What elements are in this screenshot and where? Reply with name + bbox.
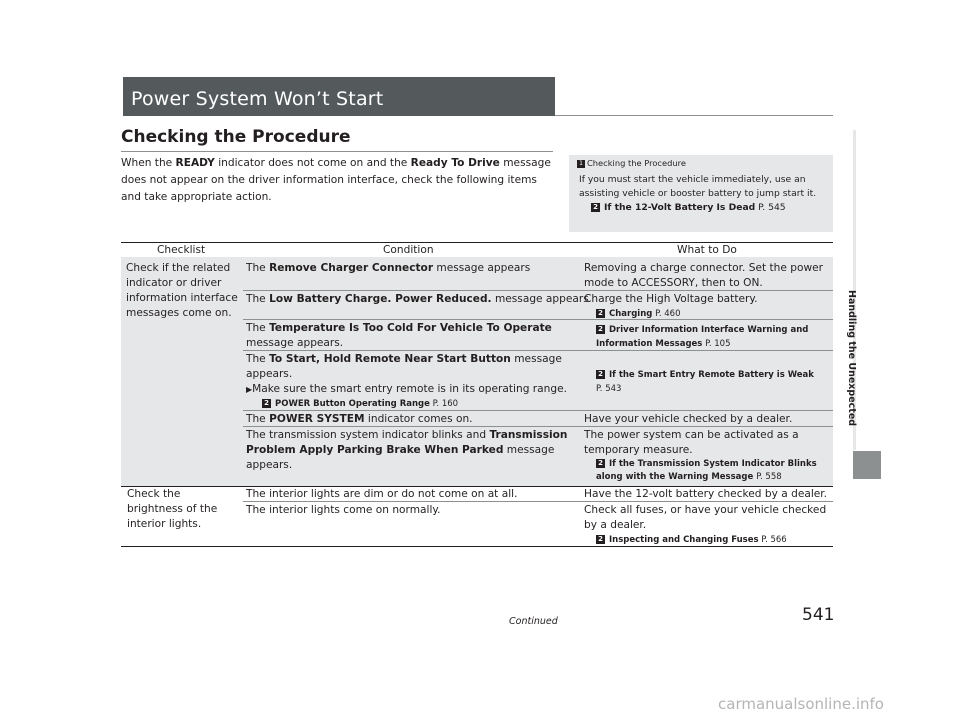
- col-header-checklist: Checklist: [157, 244, 206, 256]
- checklist-item-interior-lights: Check the brightness of the interior lights.: [127, 488, 218, 530]
- table-header-rule: [121, 242, 833, 243]
- note-reference-link[interactable]: If the 12-Volt Battery Is Dead: [604, 202, 756, 213]
- reference-arrow-icon: 2: [596, 459, 605, 468]
- action-cell: Check all fuses, or have your vehicle checked by a dealer. 2 Inspecting and Changing Fuses P. 566: [584, 504, 827, 545]
- reference-link[interactable]: Driver Information Interface Warning and Information Messages: [596, 325, 809, 349]
- page-heading: Checking the Procedure: [121, 127, 351, 147]
- action-cell: The power system can be activated as a temporary measure. 2 If the Transmission System Indicator Blinks along with the Warning Message P. 558: [584, 429, 817, 482]
- col-header-condition: Condition: [383, 244, 434, 256]
- continued-label: Continued: [509, 616, 558, 627]
- heading-rule: [121, 151, 553, 152]
- action-cell: Charge the High Voltage battery. 2 Charging P. 460: [584, 293, 758, 319]
- col-header-what-to-do: What to Do: [677, 244, 737, 256]
- reference-arrow-icon: 2: [596, 370, 605, 379]
- row-divider: [243, 350, 833, 351]
- reference-link[interactable]: Charging: [609, 309, 653, 319]
- condition-cell: The interior lights come on normally.: [246, 504, 441, 516]
- action-cell: 2 Driver Information Interface Warning and Information Messages P. 105: [596, 325, 809, 349]
- condition-cell: The Remove Charger Connector message appears: [246, 262, 531, 274]
- row-divider: [243, 290, 833, 291]
- action-cell: Have your vehicle checked by a dealer.: [584, 413, 793, 425]
- reference-arrow-icon: 2: [262, 399, 271, 408]
- reference-arrow-icon: 2: [596, 309, 605, 318]
- reference-link[interactable]: If the Smart Entry Remote Battery is Weak: [609, 370, 814, 380]
- bullet-arrow-icon: ▶: [246, 385, 253, 394]
- reference-link[interactable]: If the Transmission System Indicator Blinks along with the Warning Message: [596, 459, 817, 482]
- row-divider: [243, 426, 833, 427]
- checklist-item-indicators: Check if the related indicator or driver information interface messages come on.: [126, 262, 238, 319]
- condition-cell: The POWER SYSTEM indicator comes on.: [246, 413, 473, 425]
- reference-link[interactable]: Inspecting and Changing Fuses: [609, 535, 759, 545]
- side-index-label: Handling the Unexpected: [846, 290, 857, 427]
- note-text: If you must start the vehicle immediately, use an assisting vehicle or booster battery to jump start it. 2 If the 12-Volt Battery Is Dead P. 545: [579, 174, 817, 213]
- side-index-tab[interactable]: [853, 451, 881, 479]
- watermark: carmanualsonline.info: [718, 695, 884, 713]
- row-divider: [243, 501, 833, 502]
- page-number: 541: [802, 605, 835, 625]
- table-bottom-rule: [121, 546, 833, 547]
- intro-paragraph: When the READY indicator does not come on and the Ready To Drive message does not appear on the driver information interface, check the following items and take appropriate action.: [121, 157, 551, 203]
- row-divider: [243, 319, 833, 320]
- action-cell: 2 If the Smart Entry Remote Battery is Weak P. 543: [596, 370, 814, 394]
- action-cell: Have the 12-volt battery checked by a dealer.: [584, 488, 828, 500]
- condition-cell: The interior lights are dim or do not come on at all.: [246, 488, 518, 500]
- section-title: Power System Won’t Start: [131, 88, 384, 110]
- note-title: 1 Checking the Procedure: [577, 158, 686, 168]
- reference-link[interactable]: POWER Button Operating Range: [275, 399, 430, 409]
- condition-cell: The To Start, Hold Remote Near Start Button message appears. ▶Make sure the smart entry remote is in its operating range. 2 POWER Button Operating Range P. 160: [246, 353, 567, 409]
- condition-cell: The Low Battery Charge. Power Reduced. message appears: [246, 293, 589, 305]
- reference-arrow-icon: 2: [596, 535, 605, 544]
- reference-arrow-icon: 2: [596, 325, 605, 334]
- banner-rule: [555, 115, 833, 116]
- reference-arrow-icon: 2: [591, 203, 600, 212]
- note-icon: 1: [577, 160, 585, 168]
- condition-cell: The transmission system indicator blinks and Transmission Problem Apply Parking Brake When Parked message appears.: [246, 429, 568, 471]
- row-divider: [243, 410, 833, 411]
- condition-cell: The Temperature Is Too Cold For Vehicle To Operate message appears.: [246, 322, 552, 349]
- action-cell: Removing a charge connector. Set the power mode to ACCESSORY, then to ON.: [584, 262, 823, 289]
